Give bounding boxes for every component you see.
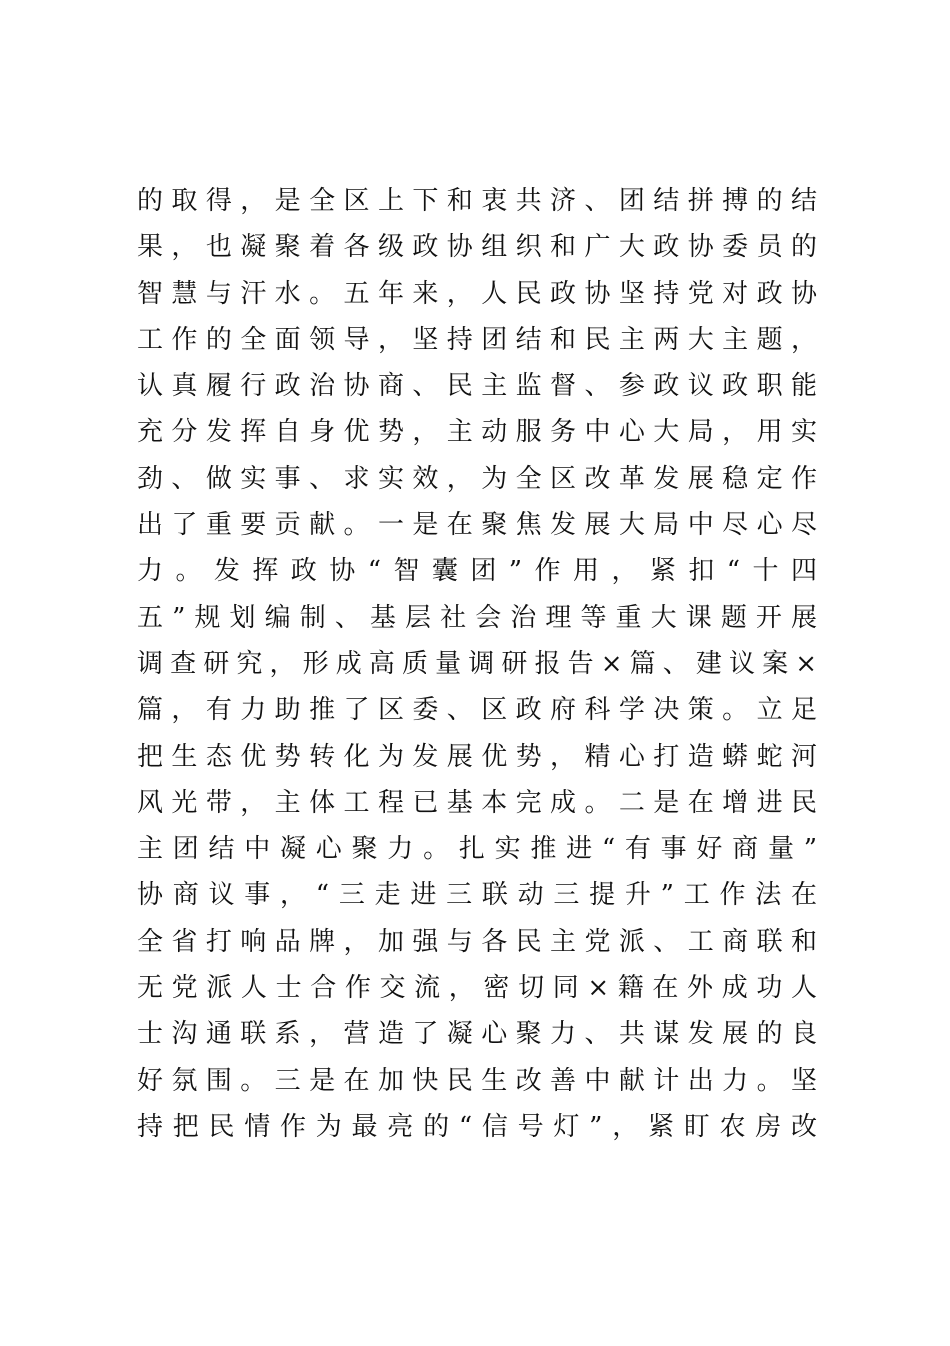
text-line-13: 把生态优势转化为发展优势，精心打造蟒蛇河 bbox=[137, 741, 817, 772]
text-line-17: 全省打响品牌，加强与各民主党派、工商联和 bbox=[137, 926, 817, 957]
text-line-20: 好氛围。三是在加快民生改善中献计出力。坚 bbox=[137, 1065, 817, 1096]
body-text bbox=[137, 178, 817, 1150]
text-line-11: 调查研究，形成高质量调研报告×篇、建议案× bbox=[137, 648, 817, 679]
text-line-19: 士沟通联系，营造了凝心聚力、共谋发展的良 bbox=[137, 1019, 817, 1050]
text-line-16: 协商议事，“三走进三联动三提升”工作法在 bbox=[137, 880, 817, 911]
text-line-15: 主团结中凝心聚力。扎实推进“有事好商量” bbox=[137, 834, 817, 865]
text-line-14: 风光带，主体工程已基本完成。二是在增进民 bbox=[137, 787, 817, 818]
text-line-5: 认真履行政治协商、民主监督、参政议政职能 bbox=[137, 371, 817, 402]
text-line-4: 工作的全面领导，坚持团结和民主两大主题， bbox=[137, 324, 817, 355]
text-line-9: 力。发挥政协“智囊团”作用，紧扣“十四 bbox=[137, 556, 817, 587]
text-line-1: 的取得，是全区上下和衷共济、团结拼搏的结 bbox=[137, 186, 817, 216]
text-line-18: 无党派人士合作交流，密切同×籍在外成功人 bbox=[137, 973, 817, 1004]
text-line-10: 五”规划编制、基层社会治理等重大课题开展 bbox=[137, 602, 817, 633]
text-line-3: 智慧与汗水。五年来，人民政协坚持党对政协 bbox=[137, 278, 817, 309]
text-line-8: 出了重要贡献。一是在聚焦发展大局中尽心尽 bbox=[137, 510, 817, 541]
text-line-2: 果，也凝聚着各级政协组织和广大政协委员的 bbox=[137, 232, 817, 263]
text-line-21: 持把民情作为最亮的“信号灯”，紧盯农房改 bbox=[137, 1111, 817, 1142]
text-line-12: 篇，有力助推了区委、区政府科学决策。立足 bbox=[137, 695, 817, 726]
text-line-6: 充分发挥自身优势，主动服务中心大局，用实 bbox=[137, 417, 817, 448]
text-line-7: 劲、做实事、求实效，为全区改革发展稳定作 bbox=[137, 463, 817, 494]
